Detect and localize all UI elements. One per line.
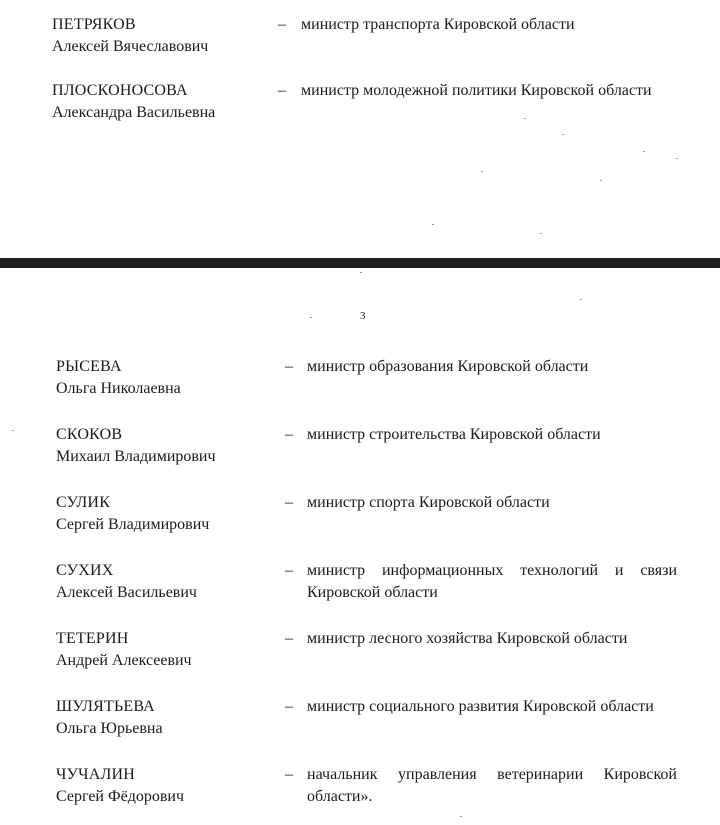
entry-dash: – (285, 562, 293, 579)
official-name (56, 696, 286, 740)
official-role: министр спорта Кировской области (307, 494, 550, 511)
scan-speck (481, 171, 483, 172)
official-name (56, 356, 286, 400)
official-entry (56, 492, 678, 536)
page-top (0, 0, 720, 258)
official-entry (56, 560, 678, 604)
entry-dash: – (285, 426, 293, 443)
official-entry (56, 696, 678, 740)
official-role: министр транспорта Кировской области (301, 16, 575, 33)
entry-dash: – (278, 82, 286, 99)
official-role: министр социального развития Кировской области (307, 698, 654, 715)
official-given-name: Андрей Алексеевич (56, 652, 192, 669)
official-given-name: Александра Васильевна (52, 104, 216, 121)
official-name (56, 628, 286, 672)
entry-dash: – (285, 698, 293, 715)
official-role: начальник управления ветеринарии Кировской области». (307, 766, 677, 805)
entry-dash: – (285, 494, 293, 511)
page-number: 3 (360, 310, 366, 322)
official-given-name: Михаил Владимирович (56, 448, 216, 465)
entry-dash: – (285, 358, 293, 375)
scan-speck (360, 272, 362, 273)
scan-speck (524, 118, 526, 119)
official-role: министр информационных технологий и связи Кировской области (307, 562, 677, 601)
official-given-name: Ольга Юрьевна (56, 720, 163, 737)
page-bottom (0, 268, 720, 825)
scan-speck (460, 816, 462, 817)
entry-dash: – (285, 766, 293, 783)
official-entry (56, 424, 678, 468)
official-surname: СКОКОВ (56, 426, 123, 443)
scan-speck (643, 151, 645, 152)
official-name (56, 560, 286, 604)
scan-speck (600, 180, 602, 181)
scan-speck (562, 134, 564, 135)
scan-speck (540, 233, 542, 234)
official-role: министр образования Кировской области (307, 358, 589, 375)
official-given-name: Алексей Вячеславович (52, 38, 209, 55)
official-name (56, 492, 286, 536)
official-surname: ШУЛЯТЬЕВА (56, 698, 155, 715)
official-surname: РЫСЕВА (56, 358, 122, 375)
official-entry (52, 14, 672, 58)
scan-speck (676, 158, 678, 159)
official-entry (56, 356, 678, 400)
official-surname: ПЛОСКОНОСОВА (52, 82, 188, 99)
official-name (52, 14, 282, 58)
official-surname: ТЕТЕРИН (56, 630, 129, 647)
scan-speck (310, 317, 312, 318)
scan-speck (432, 224, 434, 225)
official-given-name: Сергей Фёдорович (56, 788, 185, 805)
page-separator (0, 258, 720, 268)
scan-speck (12, 430, 14, 431)
official-role: министр лесного хозяйства Кировской области (307, 630, 628, 647)
official-name (56, 424, 286, 468)
official-entry (52, 80, 672, 124)
official-role: министр строительства Кировской области (307, 426, 601, 443)
official-given-name: Ольга Николаевна (56, 380, 181, 397)
entry-dash: – (285, 630, 293, 647)
entry-dash: – (278, 16, 286, 33)
official-entry (56, 764, 678, 808)
official-given-name: Алексей Васильевич (56, 584, 197, 601)
official-surname: ЧУЧАЛИН (56, 766, 136, 783)
official-surname: СУХИХ (56, 562, 114, 579)
official-name (52, 80, 282, 124)
official-entry (56, 628, 678, 672)
official-given-name: Сергей Владимирович (56, 516, 210, 533)
official-name (56, 764, 286, 808)
official-surname: ПЕТРЯКОВ (52, 16, 136, 33)
official-surname: СУЛИК (56, 494, 111, 511)
scan-speck (580, 299, 582, 300)
official-role: министр молодежной политики Кировской области (301, 82, 652, 99)
